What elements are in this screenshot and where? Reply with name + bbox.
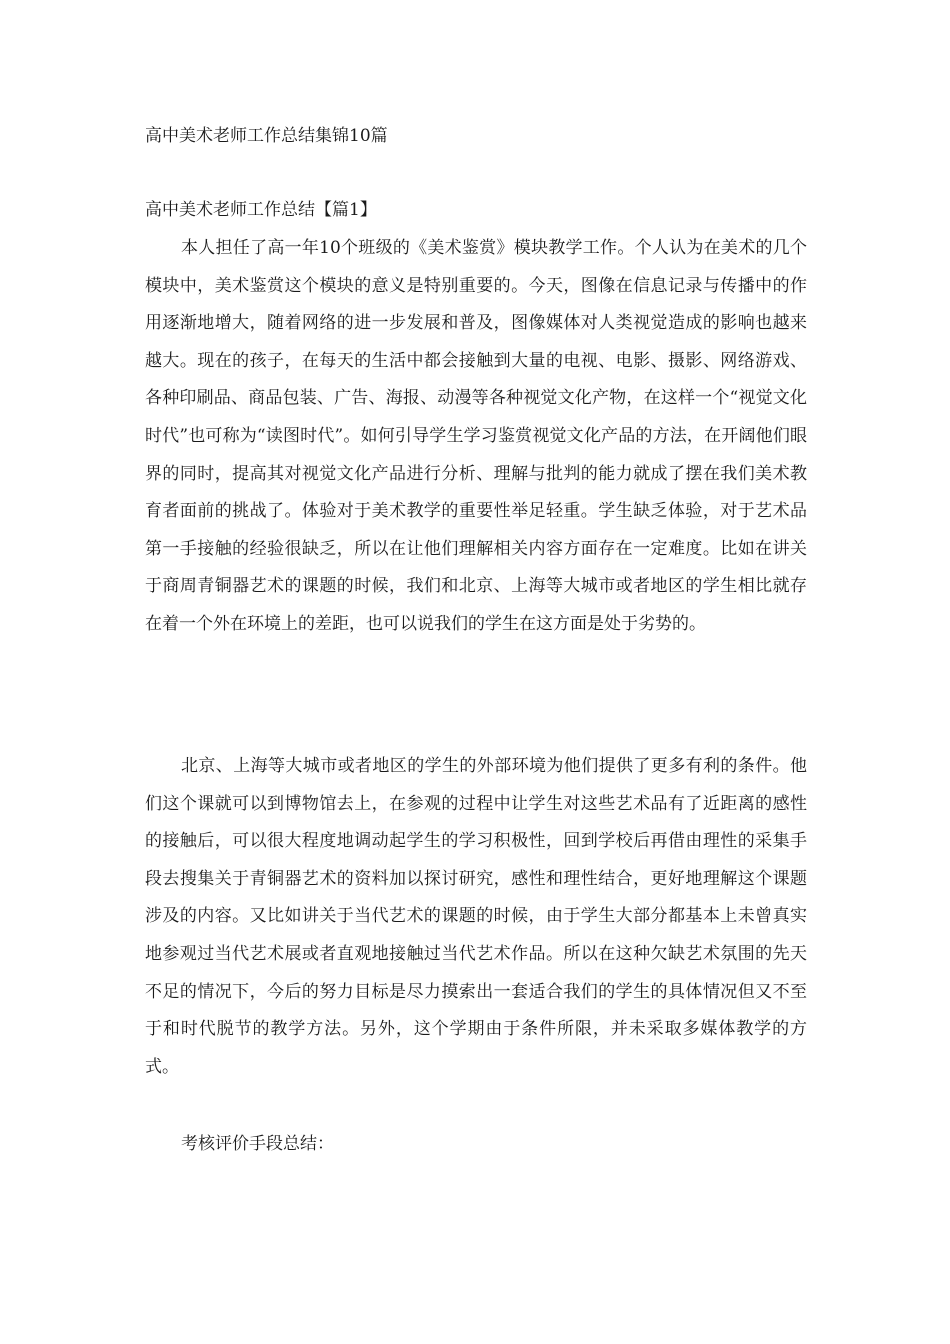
body-paragraph: 北京、上海等大城市或者地区的学生的外部环境为他们提供了更多有利的条件。他们这个课就可以到博物馆去上，在参观的过程中让学生对这些艺术品有了近距离的感性的接触后，可以很大程度地调动起学生的学习积极性，回到学校后再借由理性的采集手段去搜集关于青铜器艺术的资料加以探讨研究，感性和理性结合，更好地理解这个课题涉及的内容。又比如讲关于当代艺术的课题的时候，由于学生大部分都基本上未曾真实地参观过当代艺术展或者直观地接触过当代艺术作品。所以在这种欠缺艺术氛围的先天不足的情况下，今后的努力目标是尽力摸索出一套适合我们的学生的具体情况但又不至于和时代脱节的教学方法。另外，这个学期由于条件所限，并未采取多媒体教学的方式。 [145, 756, 807, 1077]
body-paragraph: 考核评价手段总结： [181, 1134, 334, 1154]
section-heading: 高中美术老师工作总结【篇1】 [145, 200, 377, 220]
body-paragraph: 本人担任了高一年10个班级的《美术鉴赏》模块教学工作。个人认为在美术的几个模块中，美术鉴赏这个模块的意义是特别重要的。今天，图像在信息记录与传播中的作用逐渐地增大，随着网络的进一步发展和普及，图像媒体对人类视觉造成的影响也越来越大。现在的孩子，在每天的生活中都会接触到大量的电视、电影、摄影、网络游戏、各种印刷品、商品包装、广告、海报、动漫等各种视觉文化产物，在这样一个“视觉文化时代”也可称为“读图时代”。如何引导学生学习鉴赏视觉文化产品的方法，在开阔他们眼界的同时，提高其对视觉文化产品进行分析、理解与批判的能力就成了摆在我们美术教育者面前的挑战了。体验对于美术教学的重要性举足轻重。学生缺乏体验，对于艺术品第一手接触的经验很缺乏，所以在让他们理解相关内容方面存在一定难度。比如在讲关于商周青铜器艺术的课题的时候，我们和北京、上海等大城市或者地区的学生相比就存在着一个外在环境上的差距，也可以说我们的学生在这方面是处于劣势的。 [145, 238, 807, 634]
document-title: 高中美术老师工作总结集锦10篇 [145, 126, 388, 146]
